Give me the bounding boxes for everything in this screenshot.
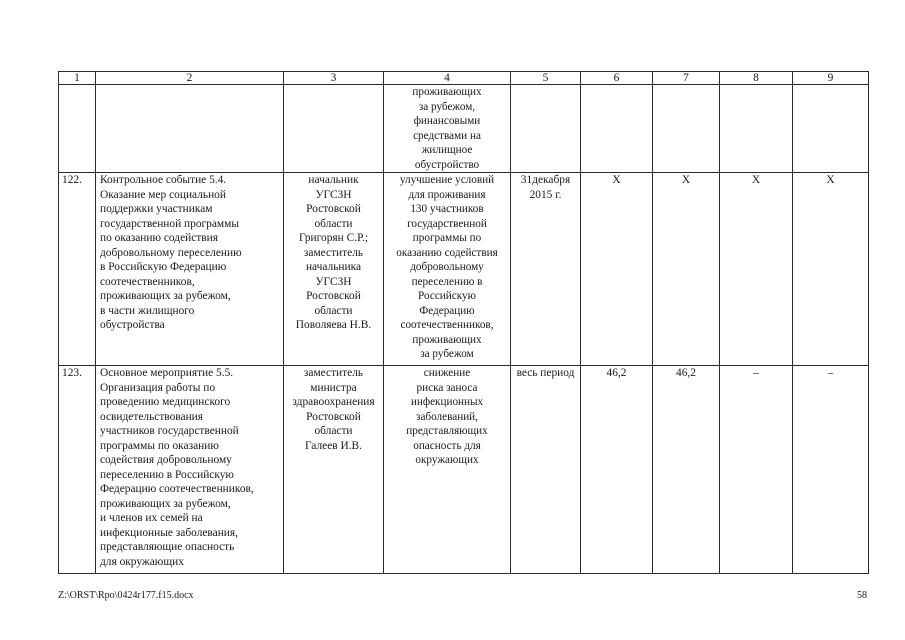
value-cell: 46,2: [653, 366, 720, 574]
expected-result-cell: проживающих за рубежом, финансовыми средствами на жилищное обустройство: [384, 85, 511, 173]
value-cell: 46,2: [581, 366, 653, 574]
expected-result-cell: снижение риска заноса инфекционных заболеваний, представляющих опасность для окружающих: [384, 366, 511, 574]
row-number-cell: 122.: [59, 173, 96, 366]
term-cell: весь период: [511, 366, 581, 574]
table-row-continuation: [59, 85, 869, 173]
value-cell: [581, 85, 653, 173]
column-number: 3: [284, 72, 384, 85]
responsible-cell: заместитель министра здравоохранения Ростовской области Галеев И.В.: [284, 366, 384, 574]
value-cell: X: [653, 173, 720, 366]
event-name-cell: Контрольное событие 5.4. Оказание мер социальной поддержки участникам государственной программы по оказанию содействия добровольному переселению в Российскую Федерацию соотечественников, проживающих за рубежом, в части жилищного обустройства: [96, 173, 284, 366]
column-number: 1: [59, 72, 96, 85]
page-number: 58: [857, 590, 867, 601]
column-number: 6: [581, 72, 653, 85]
column-number: 5: [511, 72, 581, 85]
program-table: [58, 71, 869, 574]
table-row-122: [59, 173, 869, 366]
value-cell: [793, 85, 869, 173]
responsible-cell: начальник УГСЗН Ростовской области Григорян С.Р.; заместитель начальника УГСЗН Ростовской области Поволяева Н.В.: [284, 173, 384, 366]
term-cell: 31декабря 2015 г.: [511, 173, 581, 366]
column-number-row: [59, 72, 869, 85]
column-number: 4: [384, 72, 511, 85]
row-number-cell: 123.: [59, 366, 96, 574]
column-number: 7: [653, 72, 720, 85]
row-number-cell: [59, 85, 96, 173]
footer-file-path: Z:\ORST\Rpo\0424r177.f15.docx: [58, 590, 194, 601]
event-name-cell: Основное мероприятие 5.5. Организация работы по проведению медицинского освидетельствования участников государственной программы по оказанию содействия добровольному переселению в Российскую Федерацию соотечественников, проживающих за рубежом, и членов их семей на инфекционные заболевания, представляющие опасность для окружающих: [96, 366, 284, 574]
value-cell: X: [793, 173, 869, 366]
responsible-cell: [284, 85, 384, 173]
value-cell: X: [581, 173, 653, 366]
value-cell: –: [720, 366, 793, 574]
value-cell: [653, 85, 720, 173]
term-cell: [511, 85, 581, 173]
value-cell: X: [720, 173, 793, 366]
column-number: 9: [793, 72, 869, 85]
value-cell: [720, 85, 793, 173]
expected-result-cell: улучшение условий для проживания 130 участников государственной программы по оказанию содействия добровольному переселению в Российскую Федерацию соотечественников, проживающих за рубежом: [384, 173, 511, 366]
column-number: 2: [96, 72, 284, 85]
column-number: 8: [720, 72, 793, 85]
event-name-cell: [96, 85, 284, 173]
table-row-123: [59, 366, 869, 574]
value-cell: –: [793, 366, 869, 574]
